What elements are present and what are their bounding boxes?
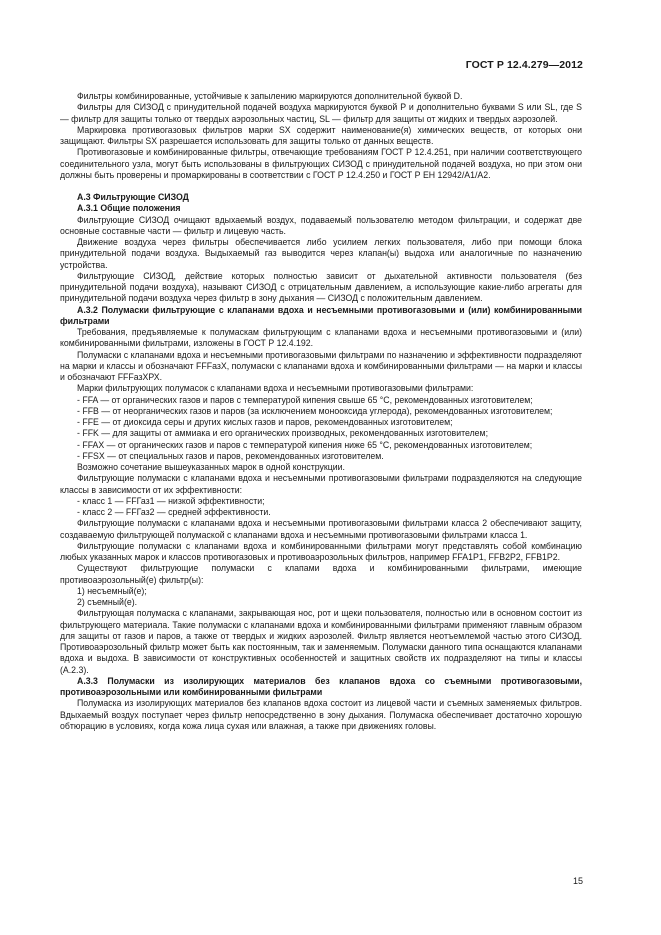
paragraph: Фильтрующая полумаска с клапанами, закрывающая нос, рот и щеки пользователя, полностью или в основном состоит из фильтрующего материала. Такие полумаски с клапанами вдоха и комбинированными фильтрами применяют главным образом для защиты от газов и паров, а также от твердых и жидких аэрозолей. Фильтр является неотъемлемой частью этого СИЗОД. Противоаэрозольный фильтр может быть как постоянным, так и заменяемым. Полумаски данного типа оснащаются клапанами вдоха и выдоха. В зависимости от конструктивных особенностей и защитных свойств их подразделяют на типы и классы (А.2.3). (60, 608, 582, 675)
paragraph: Фильтрующие СИЗОД очищают вдыхаемый воздух, подаваемый пользователю методом фильтрации, и содержат две основные составные части — фильтр и лицевую часть. (60, 214, 582, 236)
list-item: - FFB — от неорганических газов и паров (за исключением монооксида углерода), рекомендованных изготовителем; (77, 405, 553, 416)
paragraph: Полумаска из изолирующих материалов без клапанов вдоха состоит из лицевой части и съемных заменяемых фильтров. Вдыхаемый воздух поступает через фильтр непосредственно в зону дыхания. Полумаска обеспечивает достаточно хорошую обтюрацию в условиях, когда кожа лица сухая или влажная, а также при движениях головы. (60, 698, 582, 731)
list-item: - FFK — для защиты от аммиака и его органических производных, рекомендованных изготовителем; (77, 428, 488, 439)
paragraph: Фильтрующие полумаски с клапанами вдоха и несъемными противогазовыми фильтрами подразделяются на следующие классы в зависимости от их эффективности: (60, 473, 582, 495)
list-item: 2) съемный(е). (77, 597, 138, 607)
document-header: ГОСТ Р 12.4.279—2012 (465, 59, 583, 71)
paragraph: Фильтры комбинированные, устойчивые к запылению маркируются дополнительной буквой D. (77, 91, 463, 101)
subsection-heading: А.3.2 Полумаски фильтрующие с клапанами вдоха и несъемными противогазовыми и (или) комбинированными фильтрами (60, 304, 582, 326)
list-item: 1) несъемный(е); (77, 585, 147, 596)
subsection-heading: А.3.1 Общие положения (77, 203, 181, 214)
paragraph: Фильтрующие полумаски с клапанами вдоха и несъемными противогазовыми фильтрами класса 2 обеспечивают защиту, создаваемую фильтрующей полумаской с клапанами вдоха и несъемными противогазовыми фильтрами класса 1. (60, 518, 582, 540)
paragraph: Марки фильтрующих полумасок с клапанами вдоха и несъемными противогазовыми фильтрами: (77, 383, 474, 394)
list-item: - FFAX — от органических газов и паров с температурой кипения ниже 65 °С, рекомендованных изготовителем; (77, 439, 533, 450)
list-item: - FFE — от диоксида серы и других кислых газов и паров, рекомендованных изготовителем; (77, 417, 453, 427)
paragraph: Фильтры для СИЗОД с принудительной подачей воздуха маркируются буквой Р и дополнительно буквами S или SL, где S — фильтр для защиты только от твердых аэрозольных частиц, SL — фильтр для защиты от жидких и твердых аэрозолей. (60, 102, 582, 124)
list-item: - класс 1 — FFГаз1 — низкой эффективности; (77, 495, 265, 506)
document-body (60, 91, 582, 732)
paragraph: Существуют фильтрующие полумаски с клапами вдоха и комбинированными фильтрами, имеющие противоаэрозольный(е) фильтр(ы): (60, 563, 582, 585)
list-item: - класс 2 — FFГаз2 — средней эффективности. (77, 507, 271, 517)
paragraph: Фильтрующие СИЗОД, действие которых полностью зависит от дыхательной активности пользователя (без принудительной подачи воздуха), называют СИЗОД с отрицательным давлением, а использующие какие-либо агрегаты для принудительной подачи воздуха через фильтр в зону дыхания — СИЗОД с положительным давлением. (60, 270, 582, 304)
paragraph: Маркировка противогазовых фильтров марки SX содержит наименование(я) химических веществ, от которых они защищают. Фильтры SX разрешается использовать для защиты только от данных веществ. (60, 124, 582, 146)
paragraph: Полумаски с клапанами вдоха и несъемными противогазовыми фильтрами по назначению и эффективности подразделяют на марки и классы и обозначают FFFазХ, полумаски с клапанами вдоха и комбинированными фильтрами — на марки и классы и обозначают FFFазХРХ. (60, 349, 582, 382)
paragraph: Противогазовые и комбинированные фильтры, отвечающие требованиям ГОСТ Р 12.4.251, при наличии соответствующего соединительного узла, могут быть использованы в фильтрующих СИЗОД с принудительной подачей воздуха, но при этом они должны быть проверены и промаркированы в соответствии с ГОСТ Р 12.4.250 и ГОСТ Р ЕН 12942/А1/А2. (60, 147, 582, 180)
paragraph: Требования, предъявляемые к полумаскам фильтрующим с клапанами вдоха и несъемными противогазовыми и (или) комбинированными фильтрами, изложены в ГОСТ Р 12.4.192. (60, 327, 582, 349)
section-heading: А.3 Фильтрующие СИЗОД (77, 192, 189, 202)
list-item: - FFSX — от специальных газов и паров, рекомендованных изготовителем. (77, 450, 384, 461)
paragraph: Движение воздуха через фильтры обеспечивается либо усилием легких пользователя, либо при помощи блока принудительной подачи воздуха. Выдыхаемый газ выводится через клапан(ы) выдоха или аналогичные по назначению устройства. (60, 237, 582, 270)
page-number: 15 (572, 876, 583, 886)
subsection-heading: А.3.3 Полумаски из изолирующих материалов без клапанов вдоха со съемными противогазовыми, противоаэрозольными или комбинированными фильтрами (60, 675, 582, 697)
list-item: - FFA — от органических газов и паров с температурой кипения свыше 65 °С, рекомендованных изготовителем; (77, 394, 533, 405)
paragraph: Фильтрующие полумаски с клапанами вдоха и комбинированными фильтрами могут представлять собой комбинацию любых указанных марок и классов противогазовых и противоаэрозольных фильтров, например FFA1P1, FFB2P2, FFB1P2. (60, 540, 582, 562)
paragraph: Возможно сочетание вышеуказанных марок в одной конструкции. (77, 462, 345, 472)
